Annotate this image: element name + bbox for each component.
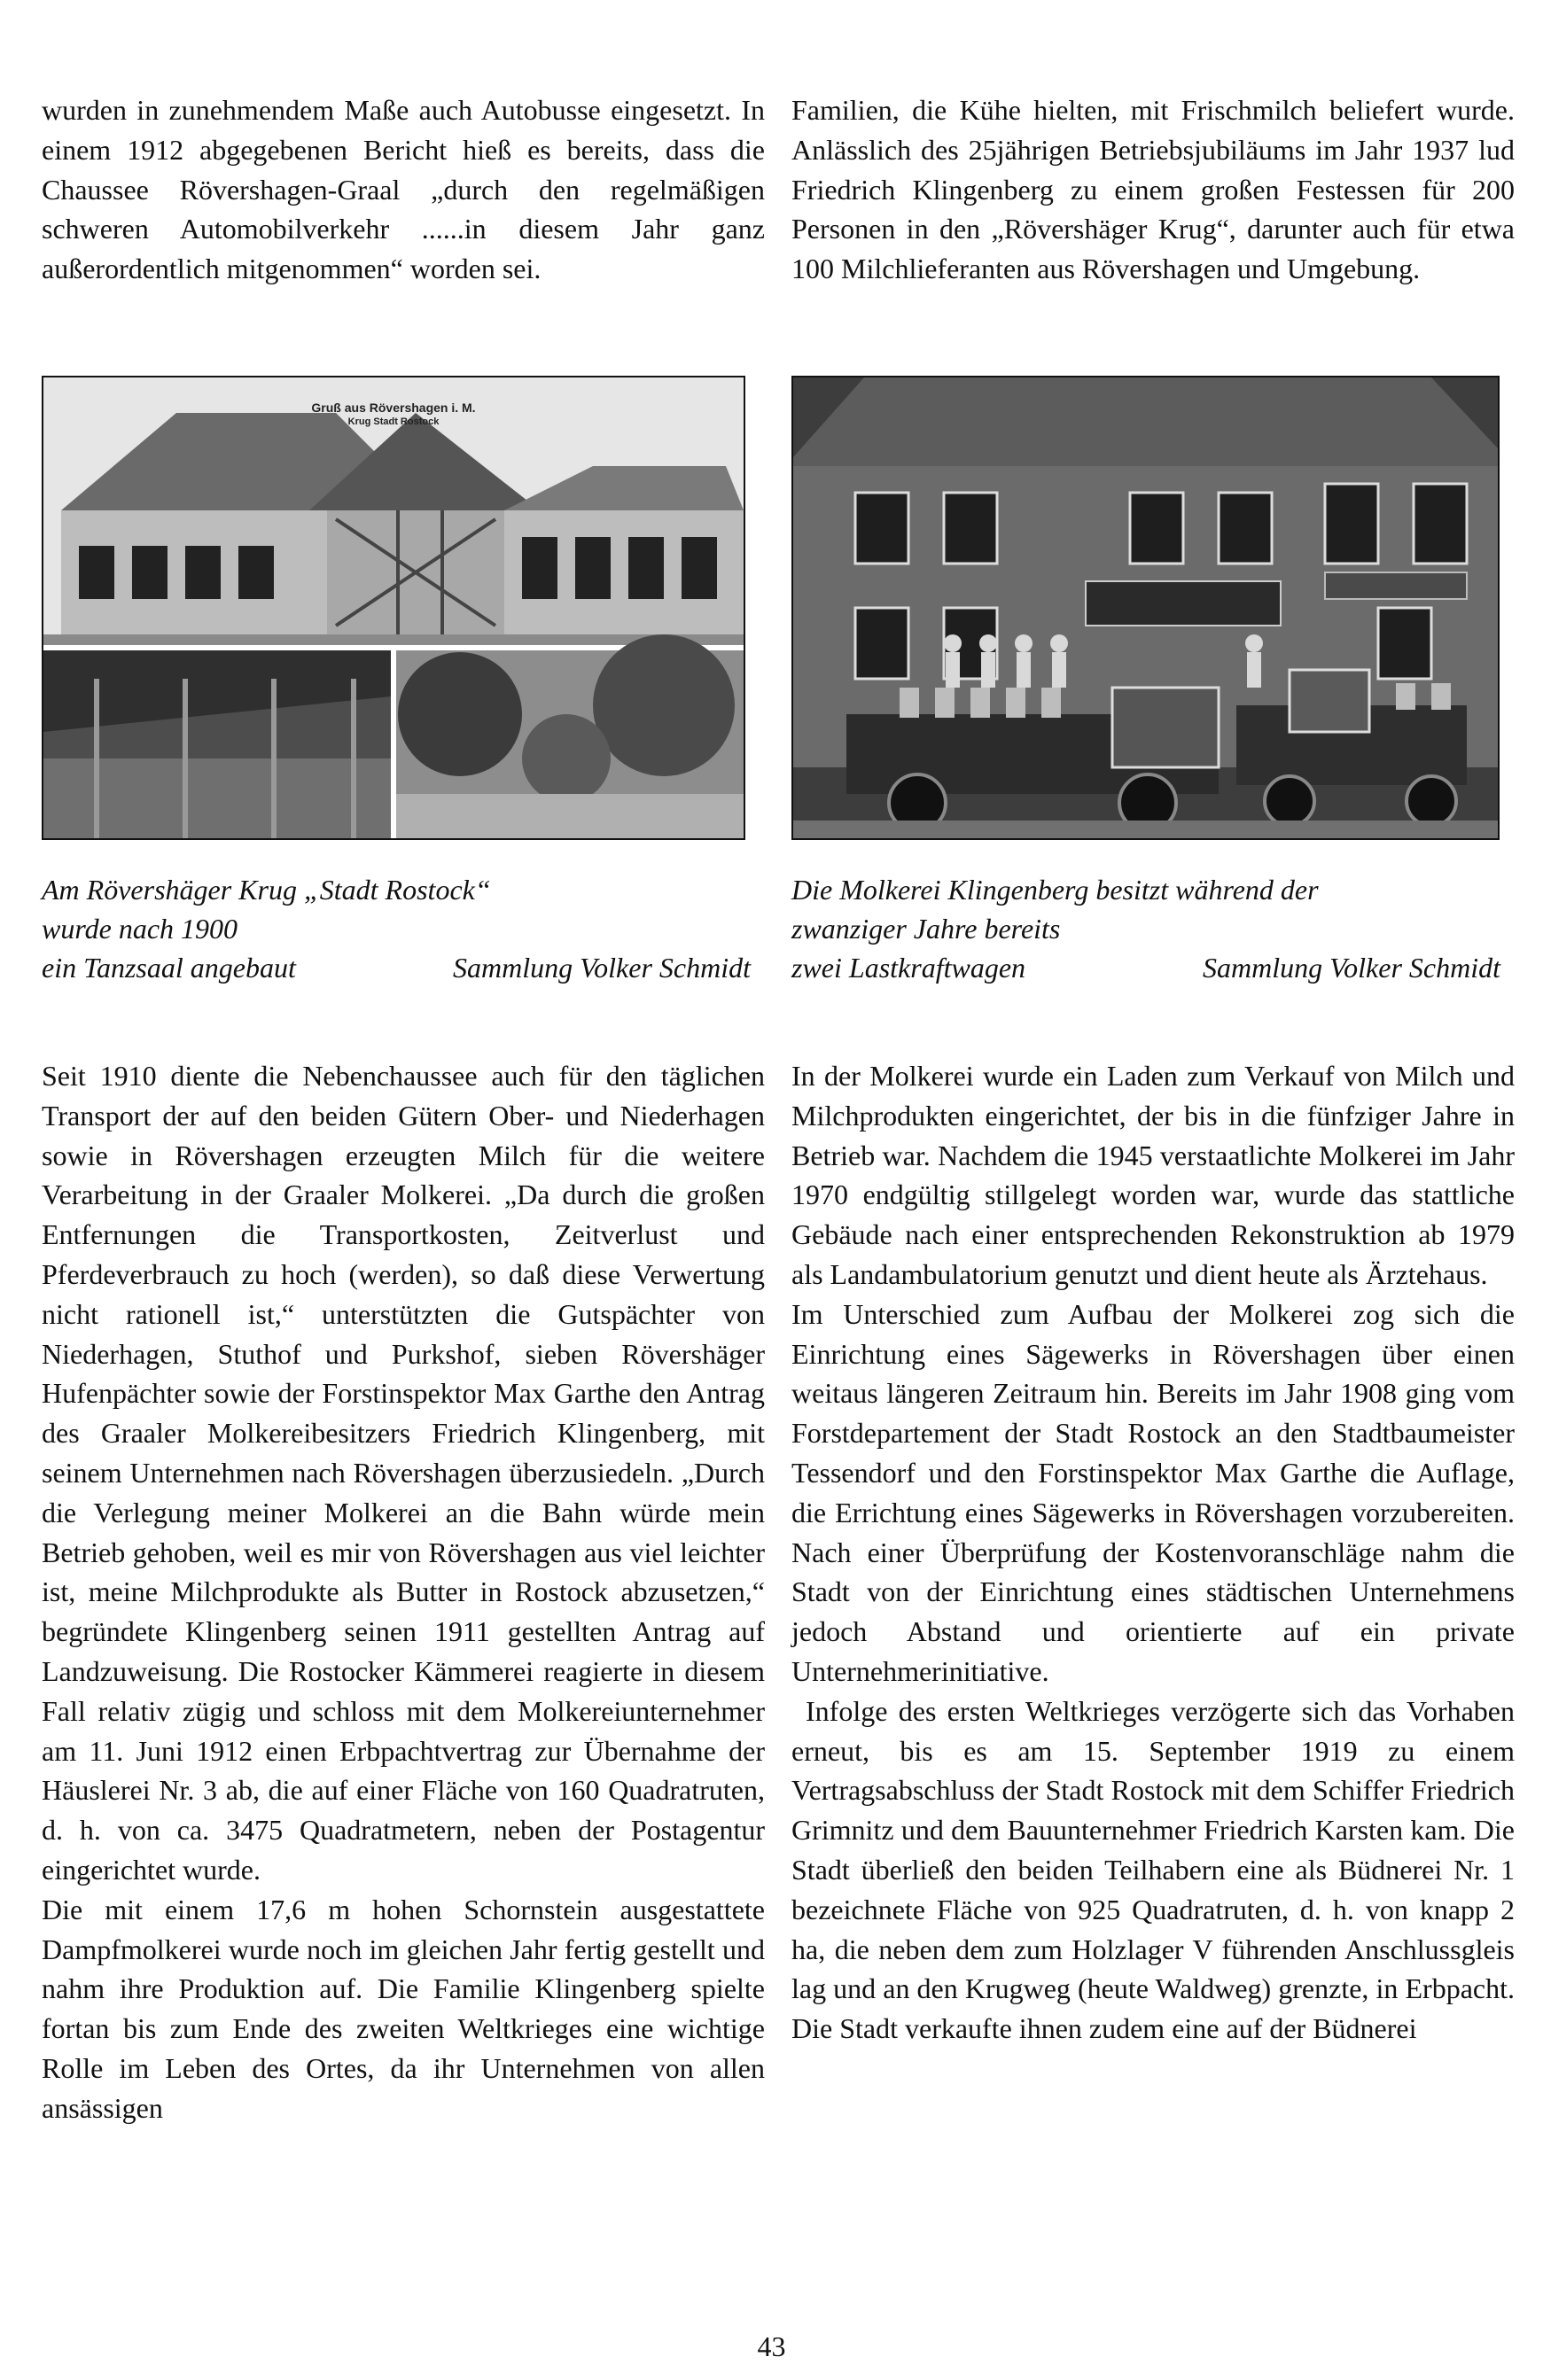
dairy-photo — [791, 376, 1500, 840]
caption-last-line — [42, 948, 751, 987]
right-photo-caption — [791, 870, 1500, 987]
body-paragraph: Seit 1910 diente die Nebenchaussee auch für den täglichen Transport der auf den beiden Gütern Ober- und Niederhagen sowie in Rövershagen erzeugten Milch für die weitere Verarbeitung in der Graaler Molkerei. „Da durch die großen Entfernungen die Transportkosten, Zeitverlust und Pferdeverbrauch zu hoch (werden), so daß diese Verwertung nicht rationell ist,“ unterstützten die Gutspächter von Niederhagen, Stuthof und Purkshof, sieben Rövershäger Hufenpächter sowie der Forstinspektor Max Garthe den Antrag des Graaler Molkereibesitzers Friedrich Klingenberg, mit seinem Unternehmen nach Rövershagen überzusiedeln. „Durch die Verlegung meiner Molkerei an die Bahn würde mein Betrieb gehoben, weil es mir von Rövershagen aus viel leichter ist, meine Milchprodukte als Butter in Rostock abzusetzen,“ begründete Klingenberg seinen 1911 gestellten Antrag auf Landzuweisung. Die Rostocker Kämmerei reagierte in diesem Fall relativ zügig und schloss mit dem Molkereiunternehmer am 11. Juni 1912 einen Erbpachtvertrag zur Übernahme der Häuslerei Nr. 3 ab, die auf einer Fläche von 160 Quadratruten, d. h. von ca. 3475 Quadratmetern, neben der Postagentur eingerichtet wurde. — [42, 1060, 765, 1886]
caption-line: zwei Lastkraftwagen — [791, 952, 1026, 984]
body-paragraph: Infolge des ersten Weltkrieges verzögerte sich das Vorhaben erneut, bis es am 15. September 1919 zu einem Vertragsabschluss der Stadt Rostock mit dem Schiffer Friedrich Grimnitz und dem Bauunternehmer Friedrich Karsten kam. Die Stadt überließ den beiden Teilhabern eine als Büdnerei Nr. 1 bezeichnete Fläche von 925 Quadratruten, d. h. von knapp 2 ha, die neben dem zum Holzlager V führenden Anschlussgleis lag und an den Krugweg (heute Waldweg) grenzte, in Erbpacht. Die Stadt verkaufte ihnen zudem eine auf der Büdnerei — [791, 1694, 1515, 2045]
postcard-greeting — [43, 401, 744, 429]
body-paragraph: Die mit einem 17,6 m hohen Schornstein ausgestattete Dampfmolkerei wurde noch im gleichen Jahr fertig gestellt und nahm ihre Produktion auf. Die Familie Klingenberg spielte fortan bis zum Ende des zweiten Weltkrieges eine wichtige Rolle im Leben des Ortes, da ihr Unternehmen von allen ansässigen — [42, 1893, 765, 2124]
top-right-paragraph: Familien, die Kühe hielten, mit Frischmilch beliefert wurde. Anlässlich des 25jährigen Betriebsjubiläums im Jahr 1937 lud Friedrich Klingenberg zu einem großen Festessen für 200 Personen in den „Rövershäger Krug“, darunter auch für etwa 100 Milchlieferanten aus Rövershagen und Umgebung. — [791, 94, 1515, 285]
page-number: 43 — [757, 2330, 786, 2362]
postcard-greeting-line2: Krug Stadt Rostock — [347, 416, 440, 427]
postcard-photo — [42, 376, 745, 840]
photo-credit: Sammlung Volker Schmidt — [453, 952, 751, 984]
top-left-paragraph: wurden in zunehmendem Maße auch Autobusse eingesetzt. In einem 1912 abgegebenen Bericht hieß es bereits, dass die Chaussee Rövershagen-Graal „durch den regelmäßigen schweren Automobilverkehr ......in diesem Jahr ganz außerordentlich mitgenommen“ worden sei. — [42, 94, 765, 285]
caption-line: ein Tanzsaal angebaut — [42, 952, 296, 984]
postcard-illustration — [43, 377, 744, 838]
left-photo-caption — [42, 870, 751, 987]
body-paragraph: Im Unterschied zum Aufbau der Molkerei zog sich die Einrichtung eines Sägewerks in Rövershagen über einen weitaus längeren Zeitraum hin. Bereits im Jahr 1908 ging vom Forstdepartement der Stadt Rostock an den Stadtbaumeister Tessendorf und den Forstinspektor Max Garthe die Auflage, die Errichtung eines Sägewerks in Rövershagen vorzubereiten. Nach einer Überprüfung der Kostenvoranschläge nahm die Stadt von der Einrichtung eines städtischen Unternehmens jedoch Abstand und orientierte auf ein private Unternehmerinitiative. — [791, 1297, 1515, 1687]
body-paragraph: In der Molkerei wurde ein Laden zum Verkauf von Milch und Milchprodukten eingerichtet, der bis in die fünfziger Jahre in Betrieb war. Nachdem die 1945 verstaatlichte Molkerei im Jahr 1970 endgültig stillgelegt worden war, wurde das stattliche Gebäude nach einer entsprechenden Rekonstruktion ab 1979 als Landambulatorium genutzt und dient heute als Ärztehaus. — [791, 1060, 1515, 1290]
body-right-column — [791, 1056, 1515, 2049]
caption-line: Am Rövershäger Krug „Stadt Rostock“ — [42, 874, 491, 906]
caption-last-line — [791, 948, 1500, 987]
caption-line: zwanziger Jahre bereits — [791, 913, 1061, 945]
body-left-column — [42, 1056, 765, 2128]
postcard-greeting-line1: Gruß aus Rövershagen i. M. — [311, 401, 476, 415]
caption-line: wurde nach 1900 — [42, 913, 238, 945]
dairy-illustration — [793, 377, 1498, 838]
caption-line: Die Molkerei Klingenberg besitzt während der — [791, 874, 1319, 906]
top-left-column — [42, 90, 765, 289]
top-right-column — [791, 90, 1515, 289]
photo-credit: Sammlung Volker Schmidt — [1203, 952, 1500, 984]
